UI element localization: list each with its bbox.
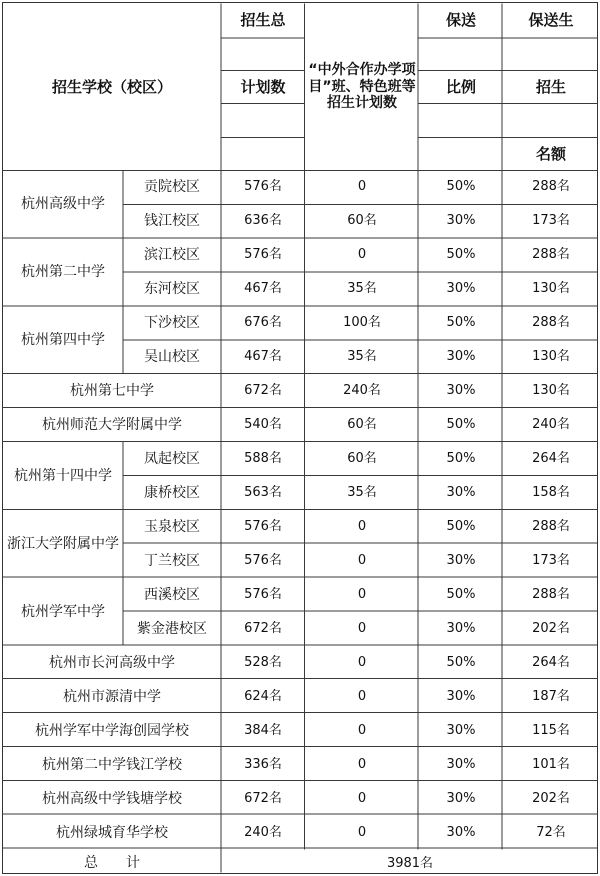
school-name: 杭州第七中学 <box>70 382 154 399</box>
special-count: 60名 <box>347 417 377 433</box>
special-count: 0 <box>357 791 367 807</box>
recommend-quota: 130名 <box>532 383 570 399</box>
recommend-quota: 158名 <box>532 485 570 501</box>
recommend-quota: 288名 <box>532 315 570 331</box>
recommend-ratio: 30% <box>446 553 476 569</box>
school-name: 杭州第四中学 <box>21 331 105 348</box>
recommend-quota: 288名 <box>532 587 570 603</box>
school-name: 浙江大学附属中学 <box>7 535 119 552</box>
recommend-quota: 72名 <box>536 825 566 841</box>
recommend-ratio: 50% <box>446 247 476 263</box>
plan-count: 563名 <box>244 485 282 501</box>
recommend-quota: 264名 <box>532 655 570 671</box>
recommend-ratio: 30% <box>446 723 476 739</box>
recommend-quota: 288名 <box>532 247 570 263</box>
special-count: 35名 <box>347 281 377 297</box>
special-count: 0 <box>357 723 367 739</box>
school-name: 杭州学军中学海创园学校 <box>35 722 189 739</box>
recommend-ratio: 30% <box>446 349 476 365</box>
special-count: 100名 <box>343 315 381 331</box>
header-special-class: “中外合作办学项目”班、特色班等招生计划数 <box>308 61 416 112</box>
recommend-quota: 173名 <box>532 553 570 569</box>
special-count: 60名 <box>347 451 377 467</box>
special-count: 0 <box>357 519 367 535</box>
recommend-ratio: 30% <box>446 281 476 297</box>
recommend-ratio: 50% <box>446 179 476 195</box>
plan-count: 672名 <box>244 621 282 637</box>
recommend-quota: 115名 <box>532 723 570 739</box>
recommend-quota: 202名 <box>532 791 570 807</box>
recommend-quota: 288名 <box>532 519 570 535</box>
plan-count: 336名 <box>244 757 282 773</box>
school-name: 杭州第二中学 <box>21 263 105 280</box>
plan-count: 636名 <box>244 213 282 229</box>
recommend-ratio: 30% <box>446 825 476 841</box>
recommend-ratio: 50% <box>446 655 476 671</box>
header-total-plan-line2: 计划数 <box>240 77 286 96</box>
plan-count: 540名 <box>244 417 282 433</box>
plan-count: 588名 <box>244 451 282 467</box>
recommend-ratio: 30% <box>446 213 476 229</box>
plan-count: 384名 <box>244 723 282 739</box>
plan-count: 576名 <box>244 519 282 535</box>
recommend-quota: 173名 <box>532 213 570 229</box>
campus-name: 吴山校区 <box>144 348 200 365</box>
special-count: 0 <box>357 247 367 263</box>
recommend-quota: 101名 <box>532 757 570 773</box>
recommend-quota: 288名 <box>532 179 570 195</box>
header-recommend-quota-line3: 名额 <box>535 144 566 163</box>
plan-count: 528名 <box>244 655 282 671</box>
school-name: 杭州高级中学钱塘学校 <box>42 790 182 807</box>
plan-count: 576名 <box>244 247 282 263</box>
campus-name: 康桥校区 <box>144 484 200 501</box>
plan-count: 624名 <box>244 689 282 705</box>
campus-name: 丁兰校区 <box>144 552 200 569</box>
special-count: 0 <box>357 757 367 773</box>
recommend-ratio: 30% <box>446 757 476 773</box>
recommend-ratio: 50% <box>446 587 476 603</box>
school-name: 杭州市长河高级中学 <box>49 654 175 671</box>
recommend-ratio: 30% <box>446 383 476 399</box>
special-count: 60名 <box>347 213 377 229</box>
special-count: 35名 <box>347 485 377 501</box>
recommend-ratio: 30% <box>446 689 476 705</box>
recommend-quota: 130名 <box>532 349 570 365</box>
school-name: 杭州师范大学附属中学 <box>42 416 182 433</box>
special-count: 0 <box>357 553 367 569</box>
header-recommend-ratio-line2: 比例 <box>445 77 476 96</box>
total-value: 3981名 <box>386 855 434 871</box>
special-count: 35名 <box>347 349 377 365</box>
plan-count: 676名 <box>244 315 282 331</box>
special-count: 0 <box>357 621 367 637</box>
plan-count: 240名 <box>244 825 282 841</box>
plan-count: 467名 <box>244 349 282 365</box>
special-count: 240名 <box>343 383 381 399</box>
campus-name: 玉泉校区 <box>144 518 200 535</box>
header-school-campus: 招生学校（校区） <box>51 77 172 96</box>
school-name: 杭州高级中学 <box>21 195 105 212</box>
plan-count: 467名 <box>244 281 282 297</box>
campus-name: 紫金港校区 <box>137 620 207 637</box>
special-count: 0 <box>357 179 367 195</box>
campus-name: 下沙校区 <box>144 314 200 331</box>
recommend-quota: 187名 <box>532 689 570 705</box>
recommend-ratio: 50% <box>446 315 476 331</box>
school-name: 杭州市源清中学 <box>63 688 161 705</box>
special-count: 0 <box>357 689 367 705</box>
recommend-quota: 202名 <box>532 621 570 637</box>
recommend-quota: 130名 <box>532 281 570 297</box>
special-count: 0 <box>357 825 367 841</box>
header-recommend-quota-line2: 招生 <box>535 77 566 96</box>
header-total-plan-line1: 招生总 <box>240 11 286 29</box>
recommend-ratio: 30% <box>446 485 476 501</box>
plan-count: 576名 <box>244 553 282 569</box>
recommend-quota: 240名 <box>532 417 570 433</box>
campus-name: 凤起校区 <box>144 450 200 467</box>
recommend-ratio: 30% <box>446 791 476 807</box>
campus-name: 西溪校区 <box>144 586 200 603</box>
school-name: 杭州第二中学钱江学校 <box>42 756 182 773</box>
school-name: 杭州第十四中学 <box>14 467 112 484</box>
recommend-ratio: 50% <box>446 519 476 535</box>
school-name: 杭州绿城育华学校 <box>56 824 168 841</box>
total-label: 总 计 <box>84 855 140 872</box>
header-recommend-ratio-line1: 保送 <box>445 11 476 29</box>
recommend-ratio: 30% <box>446 621 476 637</box>
campus-name: 贡院校区 <box>144 178 200 195</box>
plan-count: 672名 <box>244 791 282 807</box>
campus-name: 东河校区 <box>144 280 200 297</box>
plan-count: 672名 <box>244 383 282 399</box>
campus-name: 钱江校区 <box>144 212 200 229</box>
school-name: 杭州学军中学 <box>21 603 105 620</box>
recommend-ratio: 50% <box>446 417 476 433</box>
special-count: 0 <box>357 655 367 671</box>
recommend-quota: 264名 <box>532 451 570 467</box>
header-recommend-quota-line1: 保送生 <box>528 11 574 29</box>
campus-name: 滨江校区 <box>144 246 200 263</box>
plan-count: 576名 <box>244 179 282 195</box>
special-count: 0 <box>357 587 367 603</box>
admission-quota-table <box>2 2 598 874</box>
recommend-ratio: 50% <box>446 451 476 467</box>
plan-count: 576名 <box>244 587 282 603</box>
